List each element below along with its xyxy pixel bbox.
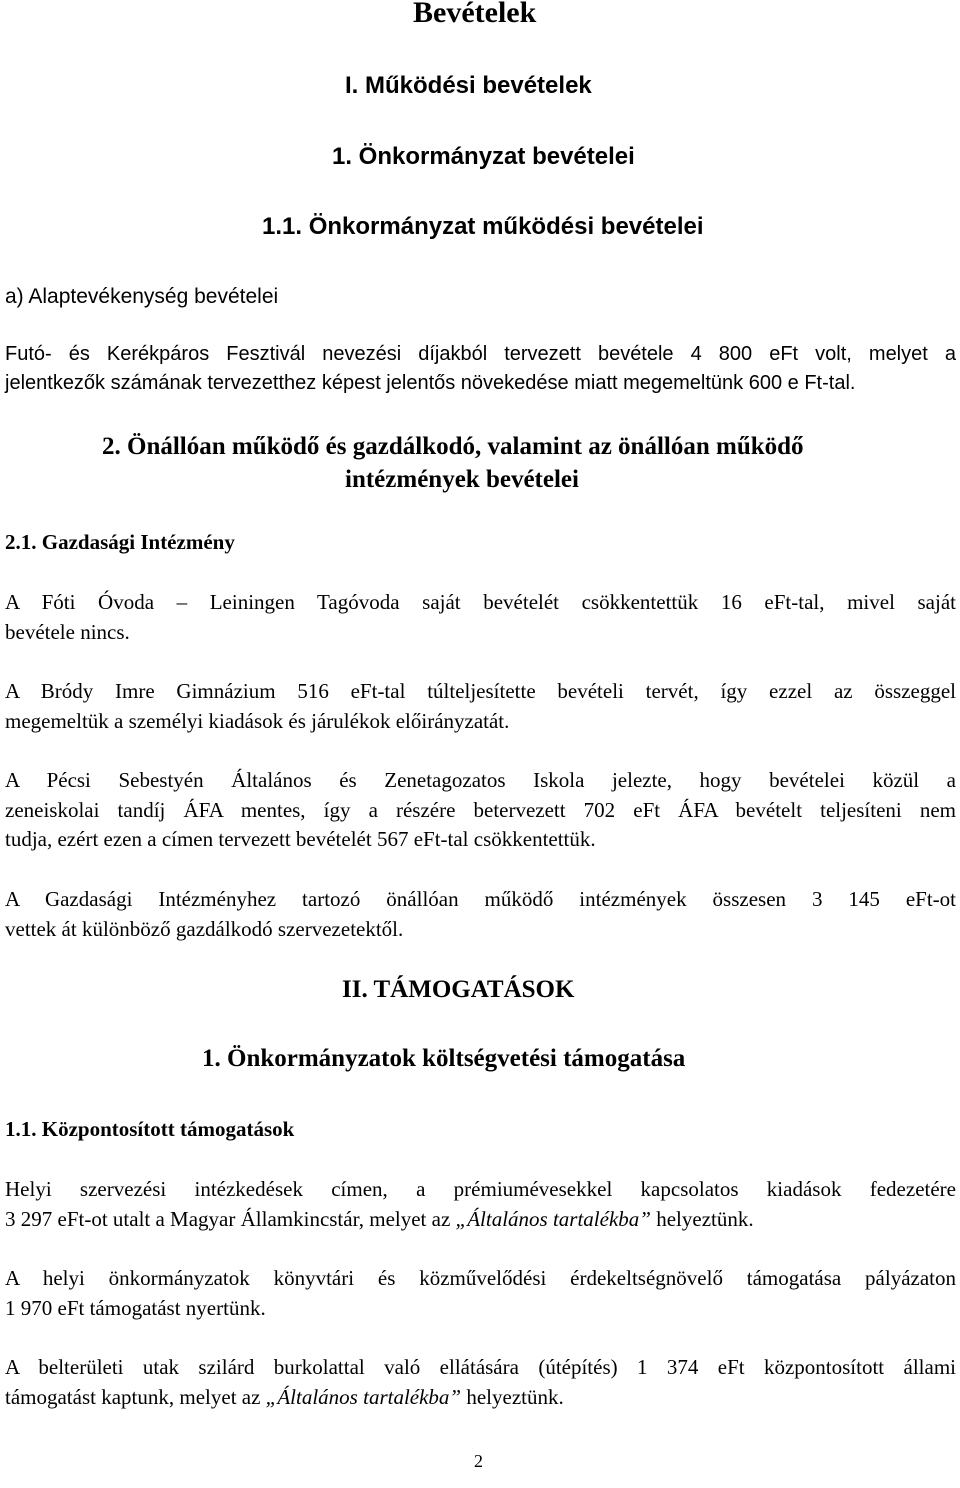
paragraph-line: vettek át különböző gazdálkodó szervezetektől. <box>5 916 404 941</box>
paragraph-line: jelentkezők számának tervezetthez képest jelentős növekedése miatt megemeltünk 600 e Ft-tal. <box>5 372 856 394</box>
subsection-heading-koltsegvetesi-tamogatasa: 1. Önkormányzatok költségvetési támogatása <box>202 1045 686 1072</box>
paragraph-line: bevétele nincs. <box>5 619 130 644</box>
page-number: 2 <box>474 1451 483 1471</box>
subsection-heading-kozpontositott-tamogatasok: 1.1. Központosított támogatások <box>5 1117 295 1141</box>
paragraph-line: A Pécsi Sebestyén Általános és Zenetagozatos Iskola jelezte, hogy bevételei közül a <box>5 768 956 792</box>
subsection-heading-onkormanyzat-bevetelei: 1. Önkormányzat bevételei <box>332 143 635 170</box>
paragraph-line: 1 970 eFt támogatást nyertünk. <box>5 1295 266 1320</box>
paragraph-foti-ovoda <box>5 588 956 647</box>
paragraph-line: megemeltük a személyi kiadások és járulékok előirányzatát. <box>5 708 510 733</box>
emphasis-general-reserve: „Általános tartalékba” <box>265 1384 462 1409</box>
section-heading-tamogatasok: II. TÁMOGATÁSOK <box>342 976 575 1003</box>
page-title: Bevételek <box>413 0 537 29</box>
subsection-heading-intezmenyek-bevetelei: intézmények bevételei <box>345 466 579 493</box>
paragraph-konyvtari-tamogatas <box>5 1264 956 1323</box>
subsection-heading-mukodesi-bevetelei: 1.1. Önkormányzat működési bevételei <box>262 213 704 240</box>
subsection-heading-onalloan-mukodo: 2. Önállóan működő és gazdálkodó, valamint az önállóan működő <box>102 433 804 460</box>
paragraph-line: A Gazdasági Intézményhez tartozó önállóan működő intézmények összesen 3 145 eFt-ot <box>5 887 956 911</box>
paragraph-line: A belterületi utak szilárd burkolattal való ellátására (útépítés) 1 374 eFt központosított állami <box>5 1355 956 1379</box>
paragraph-line <box>5 1205 956 1235</box>
paragraph-brody-gimnazium <box>5 677 956 736</box>
paragraph-pecsi-iskola <box>5 766 956 855</box>
paragraph-line: zeneiskolai tandíj ÁFA mentes, így a részére betervezett 702 eFt ÁFA bevételt teljesíteni nem <box>5 797 956 822</box>
item-heading-alaptevekenyseg: a) Alaptevékenység bevételei <box>5 285 279 308</box>
text-run: helyeztünk. <box>650 1206 754 1231</box>
subsection-heading-gazdasagi-intezmeny: 2.1. Gazdasági Intézmény <box>5 530 235 554</box>
section-heading-mukodesi-bevetelek: I. Működési bevételek <box>345 72 592 99</box>
paragraph-line: Helyi szervezési intézkedések címen, a prémiumévesekkel kapcsolatos kiadások fedezetére <box>5 1177 956 1201</box>
paragraph-line: A helyi önkormányzatok könyvtári és közművelődési érdekeltségnövelő támogatása pályázaton <box>5 1266 956 1290</box>
text-run: 3 297 eFt-ot utalt a Magyar Államkincstár, melyet az <box>5 1206 456 1231</box>
paragraph-line: A Fóti Óvoda – Leiningen Tagóvoda saját bevételét csökkentettük 16 eFt-tal, mivel saját <box>5 590 956 614</box>
emphasis-general-reserve: „Általános tartalékba” <box>455 1206 651 1231</box>
paragraph-line <box>5 1383 956 1413</box>
paragraph-line: Futó- és Kerékpáros Fesztivál nevezési díjakból tervezett bevétele 4 800 eFt volt, melyet a <box>5 343 956 365</box>
text-run: támogatást kaptunk, melyet az <box>5 1384 266 1409</box>
paragraph-fesztival <box>5 340 956 398</box>
text-run: helyeztünk. <box>461 1384 564 1409</box>
paragraph-belteruleti-utak <box>5 1353 956 1412</box>
paragraph-line: A Bródy Imre Gimnázium 516 eFt-tal túlteljesítette bevételi tervét, így ezzel az összeggel <box>5 679 956 703</box>
paragraph-line: tudja, ezért ezen a címen tervezett bevételét 567 eFt-tal csökkentettük. <box>5 827 596 851</box>
paragraph-gazdasagi-intezmeny-atvett <box>5 885 956 944</box>
paragraph-helyi-szervezesi <box>5 1175 956 1234</box>
